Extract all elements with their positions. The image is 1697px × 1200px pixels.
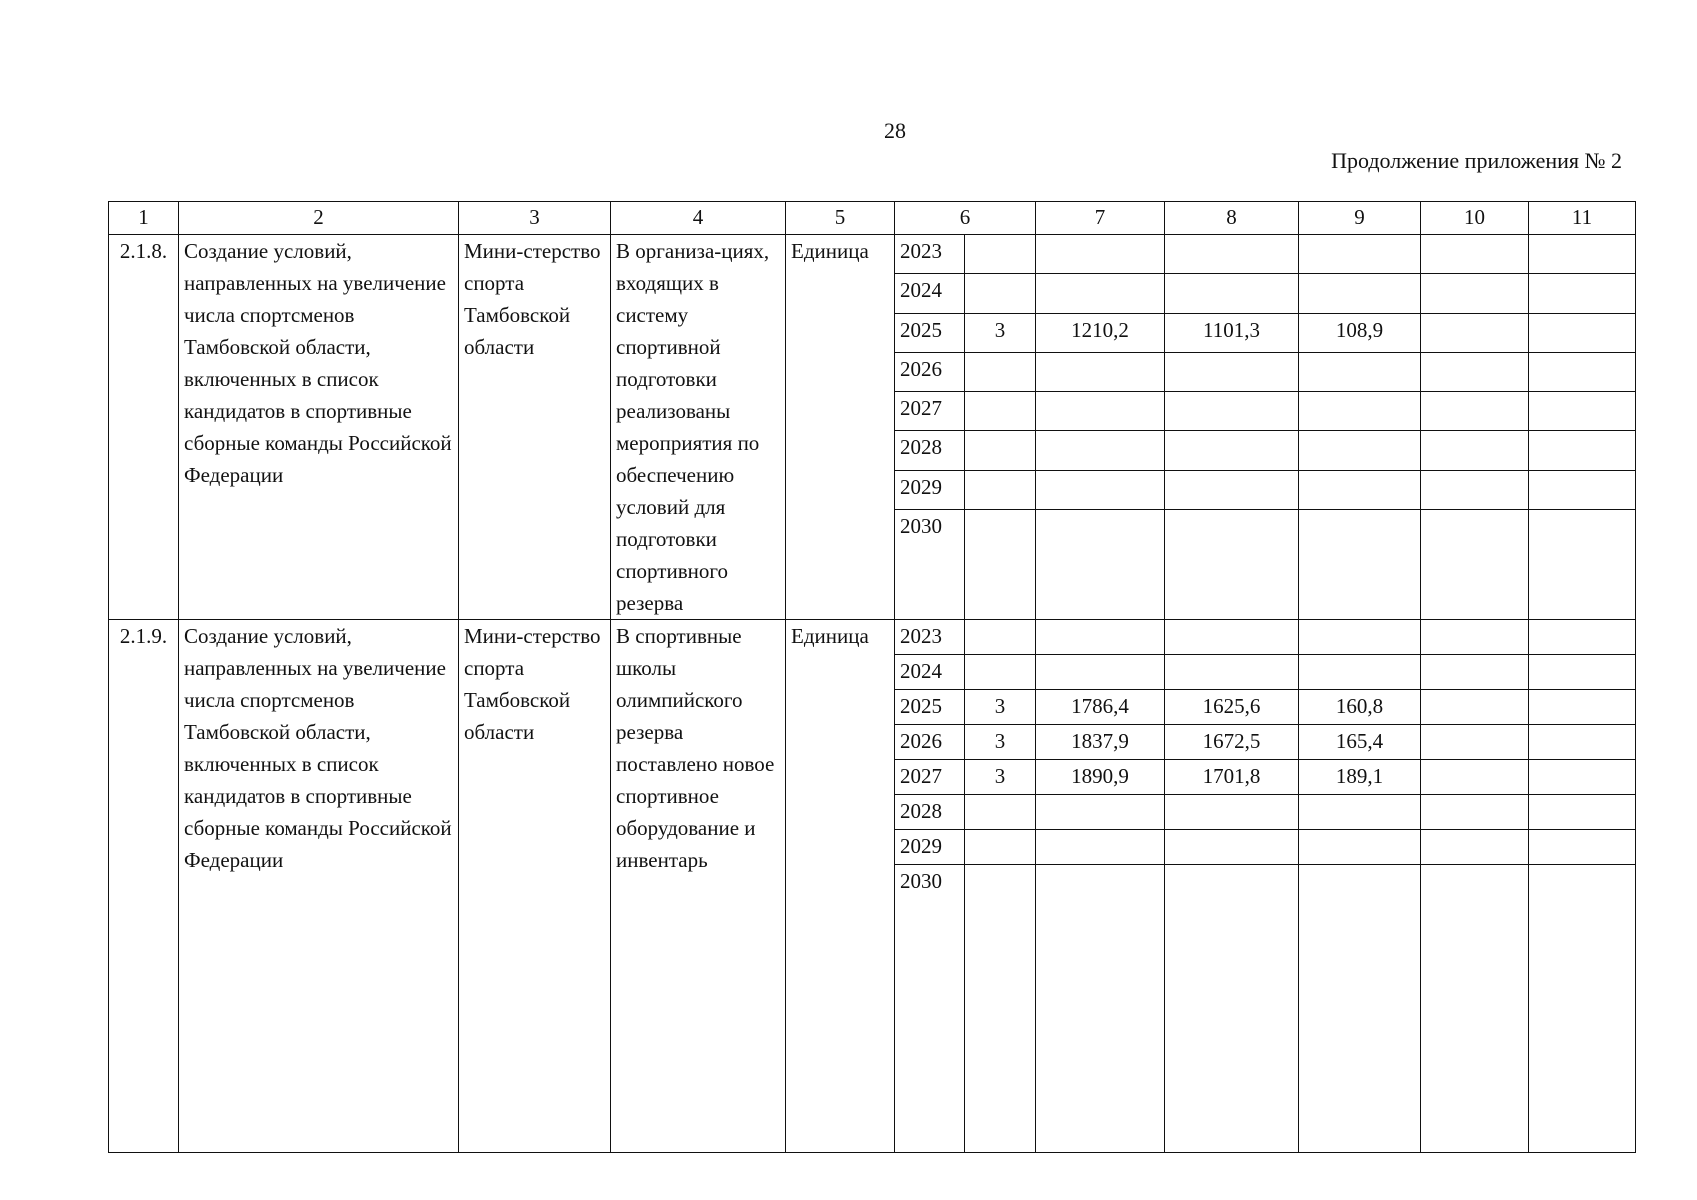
measure-code: 2.1.8. — [109, 235, 179, 620]
value-cell-c6 — [965, 235, 1036, 274]
value-cell-c8 — [1165, 274, 1299, 313]
value-cell-c9 — [1299, 830, 1421, 865]
value-cell-c7 — [1036, 795, 1165, 830]
year-cell: 2026 — [895, 352, 965, 391]
value-cell-c7 — [1036, 865, 1165, 1153]
measure-block-2-1-8 — [109, 235, 1636, 620]
value-cell-c7 — [1036, 509, 1165, 619]
value-cell-c10 — [1421, 313, 1529, 352]
year-cell: 2028 — [895, 431, 965, 470]
value-cell-c11 — [1529, 313, 1636, 352]
year-cell: 2024 — [895, 274, 965, 313]
value-cell-c11 — [1529, 760, 1636, 795]
result-indicator: В спортивные школы олимпийского резерва поставлено новое спортивное оборудование и инвентарь — [611, 620, 786, 1153]
value-cell-c8 — [1165, 470, 1299, 509]
responsible-executor: Мини-стерство спорта Тамбовской области — [459, 620, 611, 1153]
value-cell-c11 — [1529, 865, 1636, 1153]
year-cell: 2026 — [895, 725, 965, 760]
value-cell-c9: 189,1 — [1299, 760, 1421, 795]
value-cell-c6 — [965, 655, 1036, 690]
year-cell: 2030 — [895, 509, 965, 619]
value-cell-c11 — [1529, 830, 1636, 865]
measure-block-2-1-9 — [109, 620, 1636, 1153]
unit-of-measure: Единица — [786, 235, 895, 620]
value-cell-c8 — [1165, 431, 1299, 470]
value-cell-c6: 3 — [965, 690, 1036, 725]
value-cell-c10 — [1421, 509, 1529, 619]
header-cell: 8 — [1165, 202, 1299, 235]
value-cell-c9 — [1299, 470, 1421, 509]
responsible-executor: Мини-стерство спорта Тамбовской области — [459, 235, 611, 620]
value-cell-c7: 1837,9 — [1036, 725, 1165, 760]
value-cell-c10 — [1421, 431, 1529, 470]
value-cell-c6: 3 — [965, 760, 1036, 795]
value-cell-c8 — [1165, 830, 1299, 865]
value-cell-c6 — [965, 620, 1036, 655]
value-cell-c7 — [1036, 655, 1165, 690]
value-cell-c6 — [965, 352, 1036, 391]
value-cell-c11 — [1529, 795, 1636, 830]
value-cell-c9 — [1299, 352, 1421, 391]
header-cell: 9 — [1299, 202, 1421, 235]
value-cell-c11 — [1529, 509, 1636, 619]
header-cell: 5 — [786, 202, 895, 235]
value-cell-c9: 108,9 — [1299, 313, 1421, 352]
year-row — [109, 235, 1636, 274]
value-cell-c9 — [1299, 795, 1421, 830]
value-cell-c6 — [965, 274, 1036, 313]
value-cell-c7 — [1036, 620, 1165, 655]
value-cell-c10 — [1421, 795, 1529, 830]
value-cell-c11 — [1529, 690, 1636, 725]
value-cell-c9 — [1299, 235, 1421, 274]
value-cell-c8 — [1165, 865, 1299, 1153]
year-cell: 2024 — [895, 655, 965, 690]
value-cell-c10 — [1421, 392, 1529, 431]
value-cell-c6: 3 — [965, 313, 1036, 352]
value-cell-c9 — [1299, 274, 1421, 313]
value-cell-c8 — [1165, 235, 1299, 274]
value-cell-c7 — [1036, 392, 1165, 431]
value-cell-c7: 1786,4 — [1036, 690, 1165, 725]
year-cell: 2027 — [895, 392, 965, 431]
header-cell: 11 — [1529, 202, 1636, 235]
year-cell: 2025 — [895, 690, 965, 725]
value-cell-c8 — [1165, 655, 1299, 690]
value-cell-c8: 1701,8 — [1165, 760, 1299, 795]
value-cell-c6 — [965, 470, 1036, 509]
header-cell: 6 — [895, 202, 1036, 235]
value-cell-c7 — [1036, 470, 1165, 509]
value-cell-c7 — [1036, 352, 1165, 391]
header-cell: 3 — [459, 202, 611, 235]
year-cell: 2029 — [895, 470, 965, 509]
value-cell-c10 — [1421, 865, 1529, 1153]
measure-name: Создание условий, направленных на увеличение числа спортсменов Тамбовской области, включенных в список кандидатов в спортивные сборные команды Российской Федерации — [179, 235, 459, 620]
value-cell-c11 — [1529, 352, 1636, 391]
value-cell-c8: 1672,5 — [1165, 725, 1299, 760]
year-cell: 2029 — [895, 830, 965, 865]
value-cell-c11 — [1529, 655, 1636, 690]
measure-code: 2.1.9. — [109, 620, 179, 1153]
value-cell-c7 — [1036, 235, 1165, 274]
header-cell: 7 — [1036, 202, 1165, 235]
value-cell-c9 — [1299, 620, 1421, 655]
value-cell-c6 — [965, 830, 1036, 865]
value-cell-c11 — [1529, 274, 1636, 313]
value-cell-c9 — [1299, 392, 1421, 431]
value-cell-c10 — [1421, 760, 1529, 795]
year-cell: 2030 — [895, 865, 965, 1153]
value-cell-c6 — [965, 431, 1036, 470]
program-table — [108, 201, 1636, 1153]
value-cell-c9: 165,4 — [1299, 725, 1421, 760]
page-number: 28 — [884, 118, 906, 143]
year-row — [109, 620, 1636, 655]
value-cell-c7: 1890,9 — [1036, 760, 1165, 795]
value-cell-c6: 3 — [965, 725, 1036, 760]
value-cell-c10 — [1421, 830, 1529, 865]
value-cell-c7 — [1036, 830, 1165, 865]
year-cell: 2027 — [895, 760, 965, 795]
value-cell-c10 — [1421, 655, 1529, 690]
value-cell-c10 — [1421, 352, 1529, 391]
value-cell-c10 — [1421, 235, 1529, 274]
value-cell-c6 — [965, 865, 1036, 1153]
header-cell: 2 — [179, 202, 459, 235]
value-cell-c8 — [1165, 392, 1299, 431]
value-cell-c7 — [1036, 274, 1165, 313]
value-cell-c7 — [1036, 431, 1165, 470]
header-cell: 10 — [1421, 202, 1529, 235]
value-cell-c11 — [1529, 431, 1636, 470]
value-cell-c6 — [965, 392, 1036, 431]
value-cell-c9 — [1299, 655, 1421, 690]
value-cell-c8 — [1165, 352, 1299, 391]
value-cell-c9: 160,8 — [1299, 690, 1421, 725]
value-cell-c8: 1101,3 — [1165, 313, 1299, 352]
value-cell-c8 — [1165, 509, 1299, 619]
continuation-caption: Продолжение приложения № 2 — [1331, 148, 1622, 173]
value-cell-c6 — [965, 509, 1036, 619]
value-cell-c8 — [1165, 795, 1299, 830]
value-cell-c10 — [1421, 470, 1529, 509]
year-cell: 2025 — [895, 313, 965, 352]
measure-name: Создание условий, направленных на увеличение числа спортсменов Тамбовской области, включенных в список кандидатов в спортивные сборные команды Российской Федерации — [179, 620, 459, 1153]
unit-of-measure: Единица — [786, 620, 895, 1153]
value-cell-c11 — [1529, 620, 1636, 655]
year-cell: 2023 — [895, 235, 965, 274]
value-cell-c9 — [1299, 509, 1421, 619]
year-cell: 2023 — [895, 620, 965, 655]
value-cell-c11 — [1529, 725, 1636, 760]
year-cell: 2028 — [895, 795, 965, 830]
header-cell: 1 — [109, 202, 179, 235]
value-cell-c8: 1625,6 — [1165, 690, 1299, 725]
value-cell-c9 — [1299, 865, 1421, 1153]
result-indicator: В организа-циях, входящих в систему спортивной подготовки реализованы мероприятия по обеспечению условий для подготовки спортивного резерва — [611, 235, 786, 620]
value-cell-c9 — [1299, 431, 1421, 470]
value-cell-c11 — [1529, 392, 1636, 431]
value-cell-c10 — [1421, 725, 1529, 760]
value-cell-c7: 1210,2 — [1036, 313, 1165, 352]
value-cell-c8 — [1165, 620, 1299, 655]
value-cell-c11 — [1529, 470, 1636, 509]
value-cell-c10 — [1421, 274, 1529, 313]
value-cell-c10 — [1421, 620, 1529, 655]
header-cell: 4 — [611, 202, 786, 235]
value-cell-c11 — [1529, 235, 1636, 274]
value-cell-c10 — [1421, 690, 1529, 725]
header-row — [109, 202, 1636, 235]
value-cell-c6 — [965, 795, 1036, 830]
